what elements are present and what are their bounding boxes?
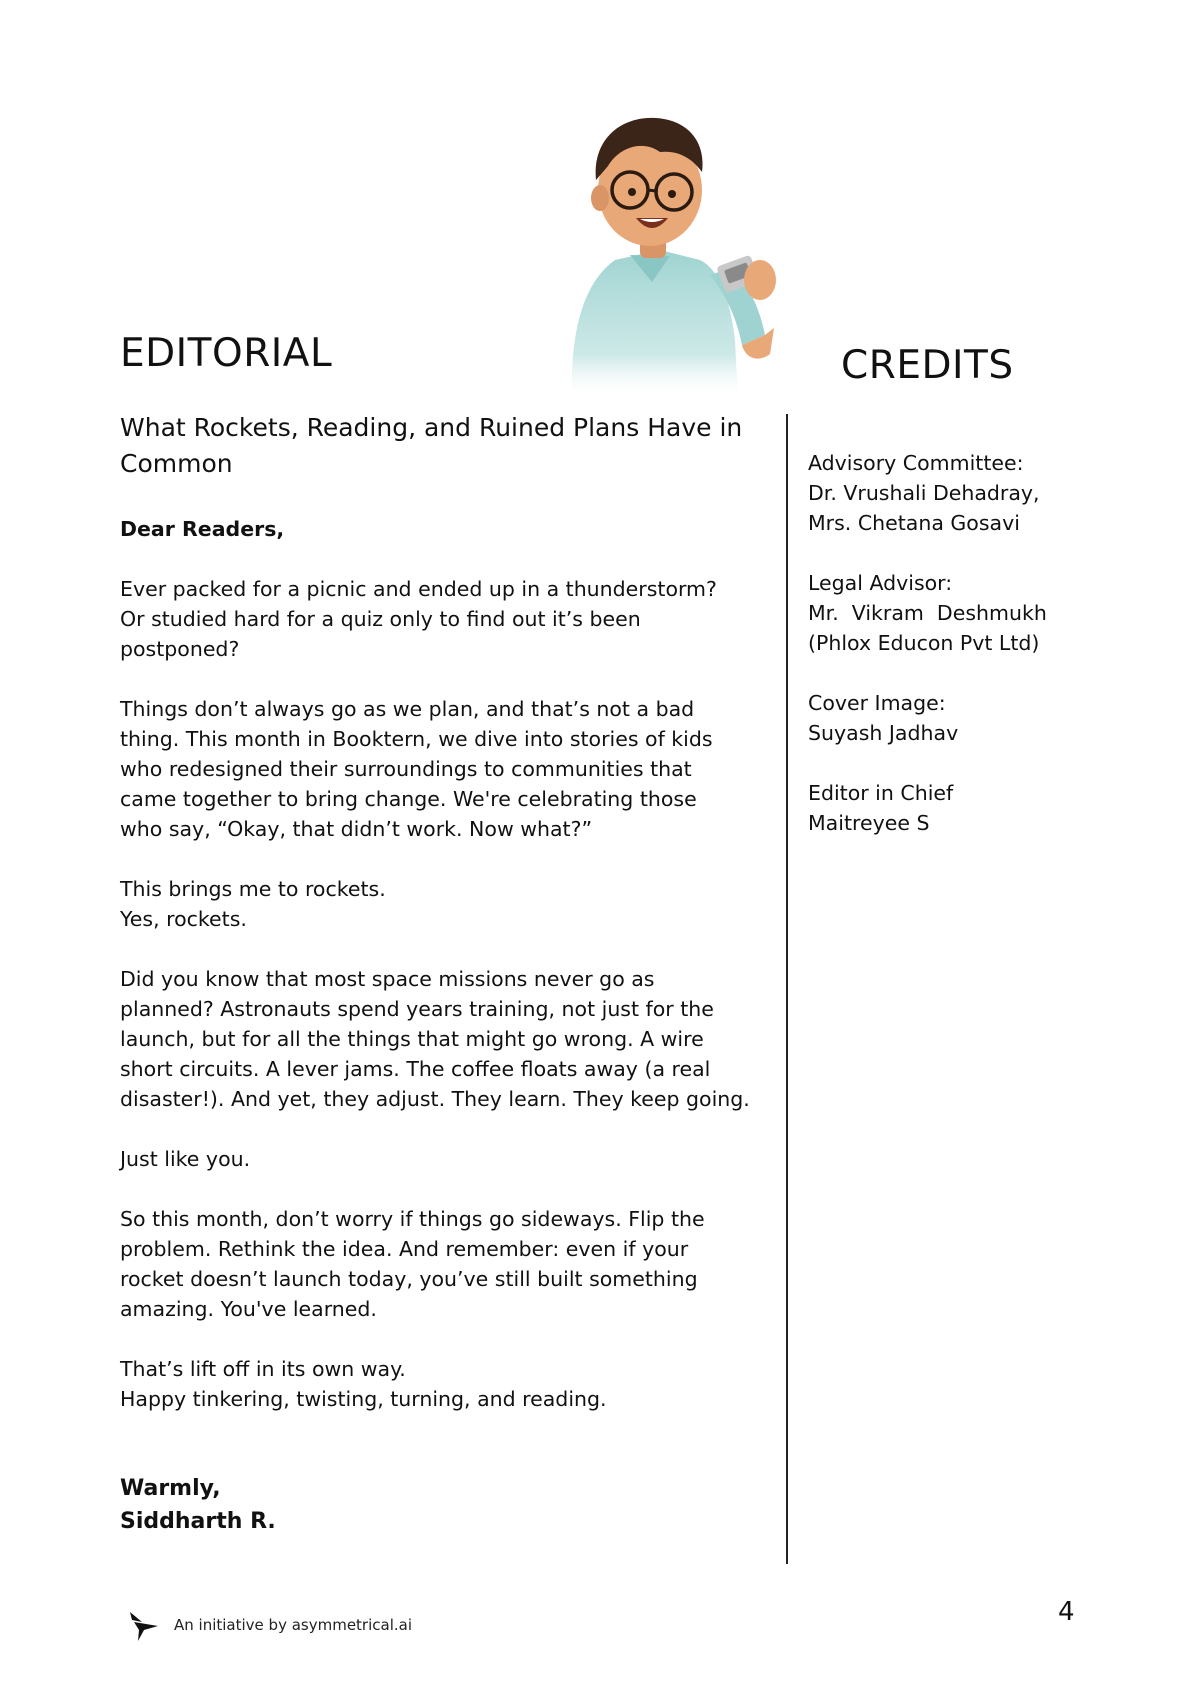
greeting: Dear Readers, xyxy=(120,517,285,541)
credit-cover-image xyxy=(808,688,1078,748)
credit-label: Advisory Committee: xyxy=(808,451,1024,475)
author-name: Siddharth R. xyxy=(120,1509,276,1534)
paragraph-line: Or studied hard for a quiz only to find out it’s been xyxy=(120,607,641,631)
credit-value: Maitreyee S xyxy=(808,811,930,835)
paragraph-line: Happy tinkering, twisting, turning, and reading. xyxy=(120,1387,607,1411)
paragraph-line: short circuits. A lever jams. The coffee floats away (a real xyxy=(120,1057,711,1081)
paragraph-line: launch, but for all the things that might go wrong. A wire xyxy=(120,1027,704,1051)
credits-heading: CREDITS xyxy=(841,343,1014,388)
footer xyxy=(128,1608,412,1642)
paragraph-line: Things don’t always go as we plan, and that’s not a bad xyxy=(120,697,695,721)
paragraph-line: problem. Rethink the idea. And remember: even if your xyxy=(120,1237,689,1261)
editorial-body xyxy=(120,514,780,1444)
credit-label: Cover Image: xyxy=(808,691,946,715)
paragraph xyxy=(120,694,780,844)
paragraph-line: disaster!). And yet, they adjust. They learn. They keep going. xyxy=(120,1087,750,1111)
paragraph-line: rocket doesn’t launch today, you’ve still built something xyxy=(120,1267,698,1291)
credit-value: Mrs. Chetana Gosavi xyxy=(808,511,1020,535)
editorial-subtitle: What Rockets, Reading, and Ruined Plans Have in Common xyxy=(120,413,743,478)
credit-editor-in-chief xyxy=(808,778,1078,838)
credits-list xyxy=(808,448,1078,868)
credit-value: Dr. Vrushali Dehadray, xyxy=(808,481,1040,505)
paragraph-line: Did you know that most space missions never go as xyxy=(120,967,655,991)
credit-label: Legal Advisor: xyxy=(808,571,953,595)
paragraph-line: who say, “Okay, that didn’t work. Now what?” xyxy=(120,817,593,841)
paragraph-line: postponed? xyxy=(120,637,240,661)
paragraph-line: came together to bring change. We're celebrating those xyxy=(120,787,697,811)
credit-value: (Phlox Educon Pvt Ltd) xyxy=(808,631,1040,655)
editorial-heading: EDITORIAL xyxy=(120,331,333,376)
paragraph-line: That’s lift off in its own way. xyxy=(120,1357,406,1381)
paragraph-line: who redesigned their surroundings to communities that xyxy=(120,757,692,781)
paragraph xyxy=(120,964,780,1114)
signoff xyxy=(120,1472,276,1538)
paragraph xyxy=(120,574,780,664)
signoff-text: Warmly, xyxy=(120,1476,221,1501)
column-divider xyxy=(786,414,788,1564)
page-number: 4 xyxy=(1058,1597,1075,1627)
paragraph-line: Just like you. xyxy=(120,1147,251,1171)
credit-label: Editor in Chief xyxy=(808,781,954,805)
paragraph-line: planned? Astronauts spend years training, not just for the xyxy=(120,997,714,1021)
credit-value: Suyash Jadhav xyxy=(808,721,959,745)
credit-value: Mr. Vikram Deshmukh xyxy=(808,601,1047,625)
paragraph-line: So this month, don’t worry if things go sideways. Flip the xyxy=(120,1207,705,1231)
paragraph xyxy=(120,1354,780,1414)
paragraph-line: amazing. You've learned. xyxy=(120,1297,377,1321)
paragraph-line: Ever packed for a picnic and ended up in a thunderstorm? xyxy=(120,577,717,601)
credit-advisory-committee xyxy=(808,448,1078,538)
paragraph xyxy=(120,874,780,934)
paragraph-line: thing. This month in Booktern, we dive into stories of kids xyxy=(120,727,713,751)
credit-legal-advisor xyxy=(808,568,1078,658)
paragraph xyxy=(120,1144,780,1174)
footer-text: An initiative by asymmetrical.ai xyxy=(174,1616,412,1634)
bird-icon xyxy=(128,1608,160,1642)
paragraph xyxy=(120,1204,780,1324)
paragraph-line: Yes, rockets. xyxy=(120,907,247,931)
paragraph-line: This brings me to rockets. xyxy=(120,877,386,901)
boy-illustration xyxy=(560,110,800,400)
